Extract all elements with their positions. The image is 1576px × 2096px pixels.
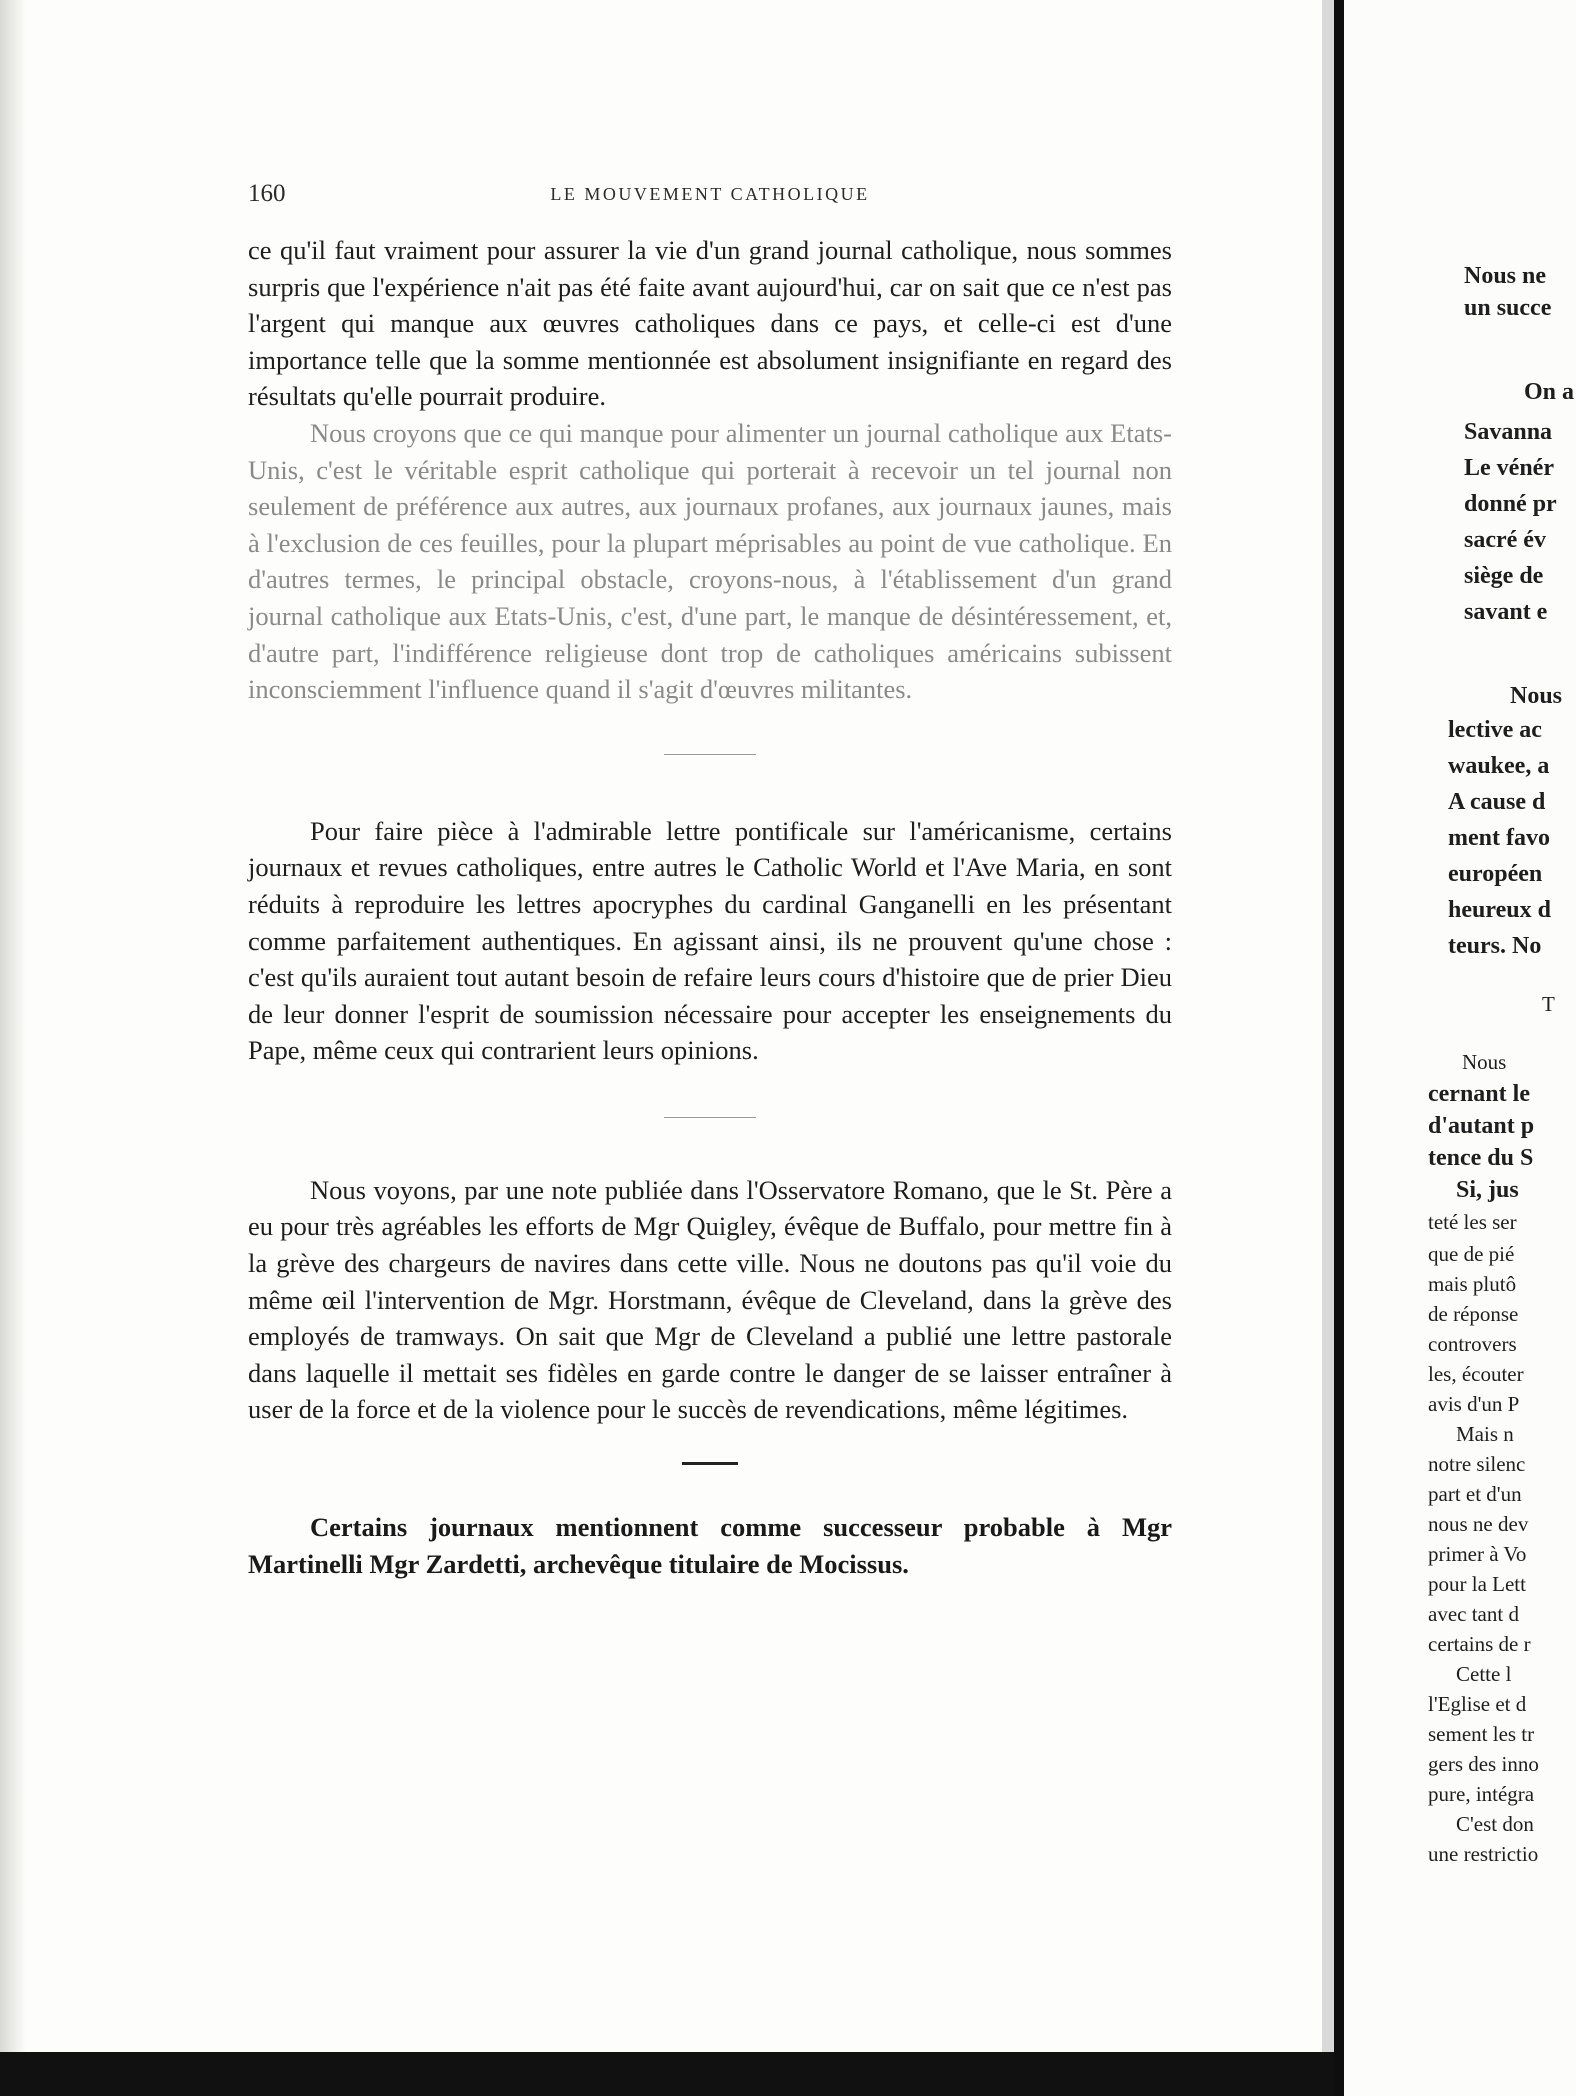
right-page-fragment: avec tant d: [1428, 1602, 1519, 1626]
paragraph-1: ce qu'il faut vraiment pour assurer la vie d'un grand journal catholique, nous sommes surpris que l'expérience n'ait pas été faite avant aujourd'hui, car on sait que ce n'est pas l'argent qui manque aux œuvres catholiques dans ce pays, et celle-ci est d'une importance telle que la somme mentionnée est absolument insignifiante en regard des résultats qu'elle pourrait produire.: [248, 235, 1172, 412]
page-edge-shadow: [1334, 0, 1344, 2096]
right-page-fragment: Cette l: [1456, 1662, 1512, 1686]
right-page-fragment: donné pr: [1464, 491, 1557, 517]
right-page-fragment: que de pié: [1428, 1242, 1515, 1266]
right-page-fragment: A cause d: [1448, 789, 1546, 815]
right-page-fragment: T: [1542, 992, 1555, 1016]
right-page-fragment: une restrictio: [1428, 1842, 1539, 1866]
right-page-fragment: siège de: [1464, 563, 1544, 589]
right-page-fragment: cernant le: [1428, 1081, 1530, 1107]
right-page-fragment: savant e: [1464, 599, 1548, 625]
running-head: LE MOUVEMENT CATHOLIQUE: [550, 184, 870, 204]
right-page-fragment: de réponse: [1428, 1302, 1519, 1326]
right-page-fragment: avis d'un P: [1428, 1392, 1520, 1416]
right-page-fragment: Le vénér: [1464, 455, 1554, 481]
page-number: 160: [248, 180, 286, 207]
right-page: [1334, 0, 1576, 2096]
right-page-fragment: mais plutô: [1428, 1272, 1517, 1296]
right-page-fragment: Nous: [1510, 683, 1563, 709]
right-page-fragment: sacré év: [1464, 527, 1546, 553]
right-page-fragment: pure, intégra: [1428, 1782, 1535, 1806]
right-page-fragment: Mais n: [1456, 1422, 1514, 1446]
right-page-fragment: waukee, a: [1448, 753, 1550, 779]
book-gutter: [1322, 0, 1334, 2096]
right-page-fragment: l'Eglise et d: [1428, 1692, 1527, 1716]
right-page-fragment: Nous: [1462, 1050, 1507, 1074]
paragraph-3: Pour faire pièce à l'admirable lettre pontificale sur l'américanisme, certains journaux et revues catholiques, entre autres le Catholic World et l'Ave Maria, en sont réduits à reproduire les lettres apocryphes du cardinal Ganganelli en les présentant comme parfaitement authentiques. En agissant ainsi, ils ne prouvent qu'une chose : c'est qu'ils auraient tout autant besoin de refaire leurs cours d'histoire que de prier Dieu de leur donner l'esprit de soumission nécessaire pour accepter les enseignements du Pape, même ceux qui contrarient leurs opinions.: [248, 815, 1172, 1066]
right-page-fragment: un succe: [1464, 295, 1552, 321]
right-page-fragment: les, écouter: [1428, 1362, 1524, 1386]
right-page-fragment: C'est don: [1456, 1812, 1534, 1836]
right-page-fragment: teurs. No: [1448, 933, 1542, 959]
right-page-fragment: d'autant p: [1428, 1113, 1535, 1139]
paragraph-2: Nous croyons que ce qui manque pour alimenter un journal catholique aux Etats-Unis, c'est le véritable esprit catholique qui porterait à recevoir un tel journal non seulement de préférence aux autres, aux journaux profanes, aux journaux jaunes, mais à l'exclusion de ces feuilles, pour la plupart méprisables au point de vue catholique. En d'autres termes, le principal obstacle, croyons-nous, à l'établissement d'un grand journal catholique aux Etats-Unis, c'est, d'une part, le manque de désintéressement, et, d'autre part, l'indifférence religieuse dont trop de catholiques américains subissent inconsciemment l'influence quand il s'agit d'œuvres militantes.: [248, 417, 1172, 705]
page-body: [248, 232, 1172, 1582]
right-page-fragment: controvers: [1428, 1332, 1517, 1356]
right-page-fragment: part et d'un: [1428, 1482, 1522, 1506]
right-page-fragment: ment favo: [1448, 825, 1550, 851]
right-page-fragment: On a: [1524, 379, 1575, 405]
right-page-fragment: notre silenc: [1428, 1452, 1526, 1476]
scan-bottom-border: [0, 2052, 1334, 2096]
right-page-fragment: Nous ne: [1464, 263, 1547, 289]
paragraph-5: Certains journaux mentionnent comme successeur probable à Mgr Martinelli Mgr Zardetti, archevêque titulaire de Mocissus.: [248, 1512, 1172, 1579]
paragraph-4: Nous voyons, par une note publiée dans l'Osservatore Romano, que le St. Père a eu pour très agréables les efforts de Mgr Quigley, évêque de Buffalo, pour mettre fin à la grève des chargeurs de navires dans cette ville. Nous ne doutons pas qu'il voie du même œil l'intervention de Mgr. Horstmann, évêque de Cleveland, dans la grève des employés de tramways. On sait que Mgr de Cleveland a publié une lettre pastorale dans laquelle il mettait ses fidèles en garde contre le danger de se laisser entraîner à user de la force et de la violence pour le succès de revendications, même légitimes.: [248, 1174, 1172, 1425]
right-page-fragment: européen: [1448, 861, 1543, 887]
right-page-fragment: sement les tr: [1428, 1722, 1535, 1746]
right-page-fragment: Savanna: [1464, 419, 1553, 445]
right-page-fragment: gers des inno: [1428, 1752, 1539, 1776]
right-page-fragment: lective ac: [1448, 717, 1542, 743]
right-page-fragment: tence du S: [1428, 1145, 1534, 1171]
page-header: [248, 180, 1172, 210]
right-page-fragment: primer à Vo: [1428, 1542, 1527, 1566]
right-page-fragment: pour la Lett: [1428, 1572, 1526, 1596]
right-page-fragment: teté les ser: [1428, 1210, 1517, 1234]
right-page-fragment: certains de r: [1428, 1632, 1531, 1656]
right-page-fragment: nous ne dev: [1428, 1512, 1529, 1536]
right-page-fragment: heureux d: [1448, 897, 1551, 923]
right-page-fragment: Si, jus: [1456, 1177, 1519, 1203]
